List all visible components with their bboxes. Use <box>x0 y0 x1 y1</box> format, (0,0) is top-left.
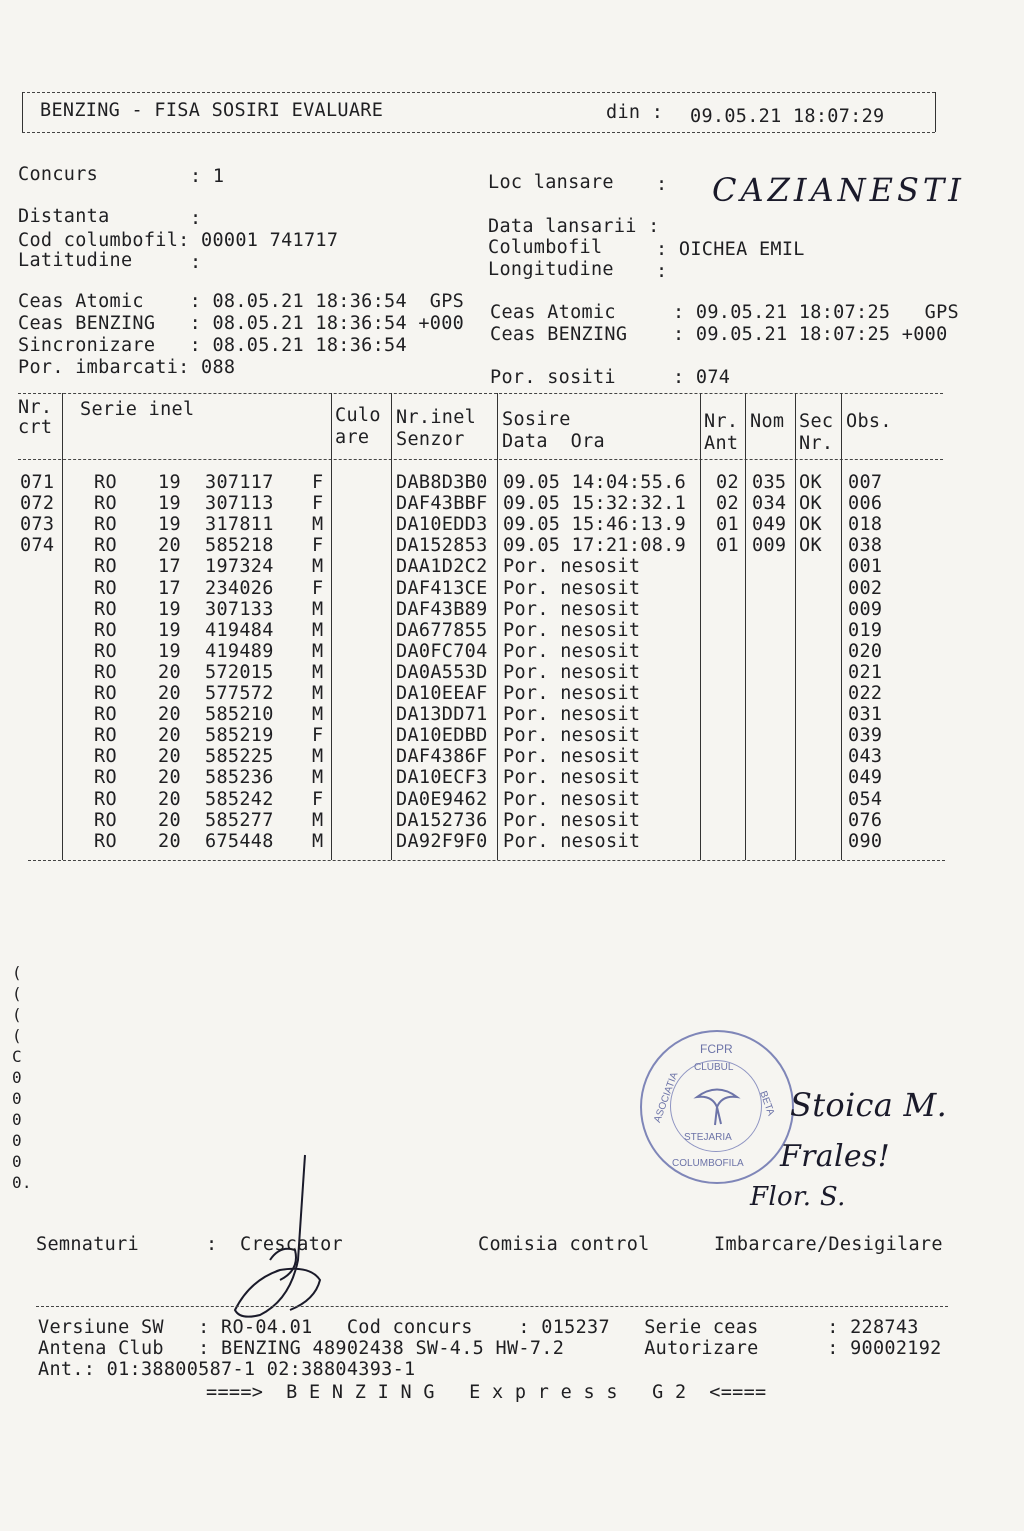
ceas-atomic-end: Ceas Atomic : 09.05.21 18:07:25 GPS <box>490 302 959 323</box>
footer-border <box>36 1306 948 1307</box>
cell-sosire: Por. nesosit <box>503 809 641 831</box>
cell-sex: M <box>312 514 324 536</box>
header-bottom-border <box>22 132 935 133</box>
ceas-benzing-end: Ceas BENZING : 09.05.21 18:07:25 +000 <box>490 324 948 345</box>
longitudine-label: Longitudine <box>488 259 614 280</box>
loc-lansare-label: Loc lansare <box>488 172 614 193</box>
cell-senzor: DAB8D3B0 <box>396 472 488 493</box>
cell-ro: RO <box>94 640 117 662</box>
cell-ro: RO <box>94 577 117 599</box>
cell-obs: 031 <box>848 704 883 726</box>
margin-mark: 0 <box>12 1089 22 1108</box>
cell-senzor: DA13DD71 <box>396 704 488 726</box>
cell-sosire: Por. nesosit <box>503 788 641 810</box>
col-divider-nom <box>795 393 796 860</box>
cell-ring: 419489 <box>205 640 274 662</box>
cell-yr: 20 <box>158 535 181 557</box>
cell-yr: 20 <box>158 767 181 789</box>
cell-yr: 20 <box>158 704 181 726</box>
cell-sosire: Por. nesosit <box>503 598 641 620</box>
header-culo: Culo <box>335 405 381 426</box>
col-divider-sosire <box>700 393 701 860</box>
cell-ring: 585242 <box>205 788 274 810</box>
cell-sosire: 09.05 15:32:32.1 <box>503 493 687 515</box>
margin-mark: 0 <box>12 1131 22 1150</box>
cell-sex: F <box>312 535 324 557</box>
cell-obs: 076 <box>848 809 883 831</box>
cell-ring: 585210 <box>205 704 274 726</box>
cell-ro: RO <box>94 598 117 620</box>
imbarcare-desigilare-label: Imbarcare/Desigilare <box>714 1234 943 1255</box>
col-divider-sec <box>841 393 842 860</box>
cell-sosire: Por. nesosit <box>503 746 641 768</box>
cell-sosire: Por. nesosit <box>503 661 641 683</box>
cell-yr: 17 <box>158 577 181 599</box>
cell-sec: OK <box>799 472 822 493</box>
cell-obs: 049 <box>848 767 883 789</box>
cell-yr: 19 <box>158 619 181 641</box>
header-ant: Ant <box>704 433 739 454</box>
cell-sosire: Por. nesosit <box>503 830 641 852</box>
header-nr-inel: Nr.inel <box>396 407 477 428</box>
columbofil-value: : OICHEA EMIL <box>656 239 805 260</box>
club-stamp <box>640 1030 794 1184</box>
date-label: din : <box>606 102 664 123</box>
cell-ro: RO <box>94 683 117 704</box>
cell-yr: 20 <box>158 788 181 810</box>
cell-sex: M <box>312 619 324 641</box>
columbofil-label: Columbofil <box>488 237 603 258</box>
cell-obs: 021 <box>848 661 883 683</box>
table-top-border <box>18 393 943 394</box>
header-sec: Sec <box>799 411 834 432</box>
margin-mark: ( <box>12 963 22 982</box>
cell-sex: M <box>312 661 324 683</box>
cell-senzor: DA0E9462 <box>396 788 488 810</box>
cell-sosire: 09.05 14:04:55.6 <box>503 472 687 493</box>
cell-ro: RO <box>94 556 117 578</box>
cell-ant: 01 <box>716 535 739 557</box>
cell-nom: 034 <box>752 493 787 515</box>
stamp-text-club: CLUBUL <box>694 1062 734 1073</box>
cell-ro: RO <box>94 746 117 768</box>
header-data-ora: Data Ora <box>502 431 605 452</box>
cell-senzor: DAA1D2C2 <box>396 556 488 578</box>
cell-ro: RO <box>94 472 117 493</box>
porumbei-sositi: Por. sositi : 074 <box>490 367 731 388</box>
cell-sosire: 09.05 17:21:08.9 <box>503 535 687 557</box>
cell-obs: 043 <box>848 746 883 768</box>
antena-club-line: Antena Club : BENZING 48902438 SW-4.5 HW-7.2 Autorizare : 90002192 <box>38 1338 942 1359</box>
cell-obs: 006 <box>848 493 883 515</box>
margin-mark: 0. <box>12 1173 32 1192</box>
cell-obs: 019 <box>848 619 883 641</box>
cell-senzor: DA10EDBD <box>396 725 488 747</box>
header-nom: Nom <box>750 411 785 432</box>
cell-sec: OK <box>799 493 822 515</box>
cell-yr: 19 <box>158 640 181 662</box>
semnaturi-colon: : <box>206 1234 218 1255</box>
cell-obs: 090 <box>848 830 883 852</box>
benzing-express-banner: ====> B E N Z I N G E x p r e s s G 2 <==== <box>206 1382 767 1403</box>
cell-yr: 17 <box>158 556 181 578</box>
stamp-text-left: ASOCIATIA <box>652 1070 681 1125</box>
cell-sec: OK <box>799 535 822 557</box>
cell-ro: RO <box>94 619 117 641</box>
cell-yr: 20 <box>158 661 181 683</box>
cell-yr: 20 <box>158 725 181 747</box>
semnaturi-label: Semnaturi <box>36 1234 139 1255</box>
cell-sex: M <box>312 704 324 726</box>
cell-obs: 001 <box>848 556 883 578</box>
signature-flor: Flor. S. <box>750 1182 846 1212</box>
cell-crt: 074 <box>20 535 55 557</box>
header-left-border <box>22 92 23 132</box>
cell-sex: F <box>312 725 324 747</box>
signature-frales: Frales! <box>780 1139 890 1174</box>
latitudine-label: Latitudine <box>18 250 133 271</box>
cell-obs: 007 <box>848 472 883 493</box>
cell-yr: 20 <box>158 683 181 704</box>
cell-senzor: DA10EEAF <box>396 683 488 704</box>
cell-sex: M <box>312 598 324 620</box>
cell-sex: M <box>312 746 324 768</box>
cell-ring: 585236 <box>205 767 274 789</box>
crescator-label: Crescator <box>240 1234 343 1255</box>
header-serie-inel: Serie inel <box>80 399 195 420</box>
header-sec-nr: Nr. <box>799 433 834 454</box>
header-obs: Obs. <box>846 411 892 432</box>
cell-ring: 585277 <box>205 809 274 831</box>
cell-obs: 038 <box>848 535 883 557</box>
comisia-control-label: Comisia control <box>478 1234 650 1255</box>
cell-crt: 072 <box>20 493 55 515</box>
header-are: are <box>335 427 370 448</box>
cell-ring: 577572 <box>205 683 274 704</box>
cell-sex: F <box>312 577 324 599</box>
cell-sex: M <box>312 830 324 852</box>
cell-yr: 19 <box>158 493 181 515</box>
margin-mark: 0 <box>12 1152 22 1171</box>
cell-ro: RO <box>94 788 117 810</box>
cell-ring: 572015 <box>205 661 274 683</box>
cell-yr: 19 <box>158 598 181 620</box>
header-nr-ant: Nr. <box>704 411 739 432</box>
header-senzor: Senzor <box>396 429 465 450</box>
table-bottom-border <box>28 860 945 861</box>
cell-ring: 675448 <box>205 830 274 852</box>
cell-ro: RO <box>94 661 117 683</box>
stamp-text-top: FCPR <box>700 1042 733 1056</box>
cell-sex: M <box>312 809 324 831</box>
ceas-benzing-start: Ceas BENZING : 08.05.21 18:36:54 +000 <box>18 313 465 334</box>
cell-sex: F <box>312 472 324 493</box>
cell-ro: RO <box>94 514 117 536</box>
cell-ro: RO <box>94 704 117 726</box>
cell-yr: 20 <box>158 830 181 852</box>
concurs-label: Concurs <box>18 164 99 185</box>
sincronizare: Sincronizare : 08.05.21 18:36:54 <box>18 335 407 356</box>
cell-sosire: Por. nesosit <box>503 767 641 789</box>
latitudine-colon: : <box>190 252 202 273</box>
col-divider-crt <box>62 393 63 860</box>
cell-senzor: DA10EDD3 <box>396 514 488 536</box>
cell-sosire: 09.05 15:46:13.9 <box>503 514 687 536</box>
header-nr: Nr. <box>18 397 53 418</box>
cell-nom: 009 <box>752 535 787 557</box>
cell-senzor: DA10ECF3 <box>396 767 488 789</box>
cell-senzor: DA0A553D <box>396 661 488 683</box>
margin-mark: 0 <box>12 1068 22 1087</box>
header-sosire: Sosire <box>502 409 571 430</box>
cell-obs: 009 <box>848 598 883 620</box>
cell-nom: 035 <box>752 472 787 493</box>
cell-senzor: DA92F9F0 <box>396 830 488 852</box>
longitudine-colon: : <box>656 261 668 282</box>
cell-ro: RO <box>94 725 117 747</box>
cell-ant: 01 <box>716 514 739 536</box>
stamp-text-center: STEJARIA <box>684 1132 732 1143</box>
cell-senzor: DA152736 <box>396 809 488 831</box>
cell-yr: 19 <box>158 514 181 536</box>
margin-mark: ( <box>12 984 22 1003</box>
cell-crt: 073 <box>20 514 55 536</box>
loc-lansare-handwritten: CAZIANESTI <box>712 171 965 209</box>
antene-line: Ant.: 01:38800587-1 02:38804393-1 <box>38 1359 416 1380</box>
cell-ring: 197324 <box>205 556 274 578</box>
cell-obs: 020 <box>848 640 883 662</box>
table-header-border <box>18 459 943 460</box>
cell-sex: M <box>312 556 324 578</box>
cell-ro: RO <box>94 767 117 789</box>
cell-ring: 307133 <box>205 598 274 620</box>
porumbei-imbarcati: Por. imbarcati: 088 <box>18 357 236 378</box>
cell-ro: RO <box>94 830 117 852</box>
cell-yr: 20 <box>158 809 181 831</box>
loc-lansare-colon: : <box>656 174 668 195</box>
cell-ant: 02 <box>716 472 739 493</box>
cell-sex: M <box>312 683 324 704</box>
report-datetime: 09.05.21 18:07:29 <box>690 106 885 127</box>
page-title: BENZING - FISA SOSIRI EVALUARE <box>40 100 384 121</box>
cell-sosire: Por. nesosit <box>503 640 641 662</box>
cell-sec: OK <box>799 514 822 536</box>
cell-nom: 049 <box>752 514 787 536</box>
cell-sosire: Por. nesosit <box>503 704 641 726</box>
cell-sosire: Por. nesosit <box>503 725 641 747</box>
ceas-atomic-start: Ceas Atomic : 08.05.21 18:36:54 GPS <box>18 291 465 312</box>
cell-ro: RO <box>94 535 117 557</box>
concurs-value: : 1 <box>190 166 225 187</box>
cell-ring: 307113 <box>205 493 274 515</box>
cell-ring: 234026 <box>205 577 274 599</box>
cell-ring: 585218 <box>205 535 274 557</box>
versiune-sw-line: Versiune SW : RO-04.01 Cod concurs : 015237 Serie ceas : 228743 <box>38 1317 919 1338</box>
cell-senzor: DA152853 <box>396 535 488 557</box>
cell-ro: RO <box>94 809 117 831</box>
cell-ant: 02 <box>716 493 739 515</box>
cell-senzor: DAF43B89 <box>396 598 488 620</box>
cell-sosire: Por. nesosit <box>503 683 641 704</box>
cell-senzor: DA0FC704 <box>396 640 488 662</box>
cell-sex: M <box>312 767 324 789</box>
cell-crt: 071 <box>20 472 55 493</box>
cell-obs: 002 <box>848 577 883 599</box>
col-divider-serie <box>331 393 332 860</box>
cell-ring: 419484 <box>205 619 274 641</box>
margin-mark: ( <box>12 1005 22 1024</box>
cell-ring: 317811 <box>205 514 274 536</box>
col-divider-ant <box>745 393 746 860</box>
header-right-border <box>935 92 936 132</box>
cod-columbofil: Cod columbofil: 00001 741717 <box>18 230 339 251</box>
stamp-text-right: BETA <box>757 1089 777 1118</box>
margin-mark: 0 <box>12 1110 22 1129</box>
margin-mark: ( <box>12 1026 22 1045</box>
col-divider-senzor <box>497 393 498 860</box>
cell-sex: M <box>312 640 324 662</box>
col-divider-culoare <box>391 393 392 860</box>
cell-senzor: DAF43BBF <box>396 493 488 515</box>
cell-sex: F <box>312 493 324 515</box>
cell-ring: 585219 <box>205 725 274 747</box>
data-lansarii-label: Data lansarii : <box>488 216 660 237</box>
cell-sosire: Por. nesosit <box>503 619 641 641</box>
cell-obs: 022 <box>848 683 883 704</box>
cell-obs: 039 <box>848 725 883 747</box>
distanta-label: Distanta <box>18 206 110 227</box>
cell-ring: 307117 <box>205 472 274 493</box>
cell-senzor: DA677855 <box>396 619 488 641</box>
cell-yr: 20 <box>158 746 181 768</box>
stamp-text-bottom: COLUMBOFILA <box>672 1158 744 1169</box>
cell-obs: 018 <box>848 514 883 536</box>
cell-ring: 585225 <box>205 746 274 768</box>
cell-sex: F <box>312 788 324 810</box>
header-crt: crt <box>18 417 53 438</box>
cell-ro: RO <box>94 493 117 515</box>
signature-stoica: Stoica M. <box>790 1086 948 1124</box>
cell-senzor: DAF413CE <box>396 577 488 599</box>
pigeon-emblem-icon <box>687 1077 747 1132</box>
header-top-border <box>22 92 935 93</box>
cell-obs: 054 <box>848 788 883 810</box>
cell-sosire: Por. nesosit <box>503 556 641 578</box>
cell-sosire: Por. nesosit <box>503 577 641 599</box>
margin-mark: C <box>12 1047 22 1066</box>
cell-senzor: DAF4386F <box>396 746 488 768</box>
cell-yr: 19 <box>158 472 181 493</box>
distanta-colon: : <box>190 208 202 229</box>
